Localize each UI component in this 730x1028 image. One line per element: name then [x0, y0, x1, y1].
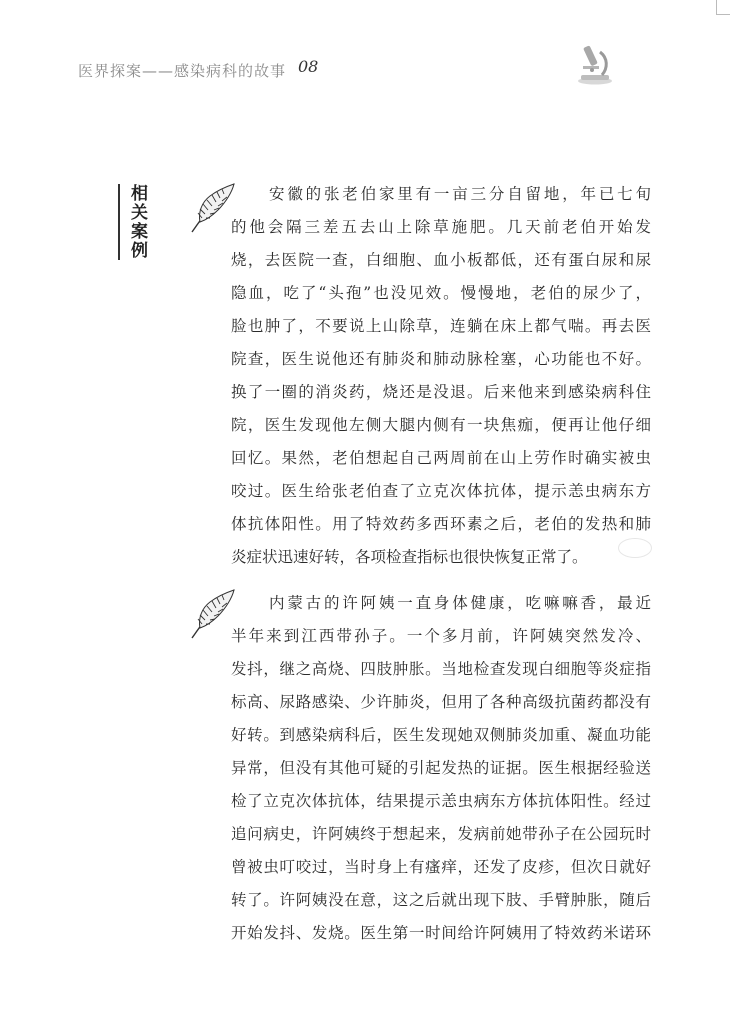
text-line: 发抖，继之高烧、四肢肿胀。当地检查发现白细胞等炎症指 — [231, 660, 651, 678]
case-paragraph-1 — [231, 178, 651, 574]
series-title: 医界探案——感染病科的故事 — [78, 62, 287, 80]
text-line: 半年来到江西带孙子。一个多月前，许阿姨突然发冷、 — [231, 627, 651, 645]
text-line: 的他会隔三差五去山上除草施肥。几天前老伯开始发 — [231, 218, 651, 236]
text-line: 异常，但没有其他可疑的引起发热的证据。医生根据经验送 — [231, 759, 651, 777]
text-line: 体抗体阳性。用了特效药多西环素之后，老伯的发热和肺 — [231, 515, 651, 533]
text-line: 内蒙古的许阿姨一直身体健康，吃嘛嘛香，最近 — [269, 594, 651, 612]
text-line: 检了立克次体抗体，结果提示恙虫病东方体抗体阳性。经过 — [231, 792, 651, 810]
text-line: 院查，医生说他还有肺炎和肺动脉栓塞，心功能也不好。 — [231, 350, 651, 368]
section-label: 相关案例 — [118, 184, 147, 260]
text-line: 炎症状迅速好转，各项检查指标也很快恢复正常了。 — [231, 548, 588, 566]
text-line: 脸也肿了，不要说上山除草，连躺在床上都气喘。再去医 — [231, 317, 651, 335]
case-paragraph-2 — [231, 587, 651, 950]
text-line: 转了。许阿姨没在意，这之后就出现下肢、手臂肿胀，随后 — [231, 891, 651, 909]
text-line: 换了一圈的消炎药，烧还是没退。后来他来到感染病科住 — [231, 383, 651, 401]
text-line: 标高、尿路感染、少许肺炎，但用了各种高级抗菌药都没有 — [231, 693, 651, 711]
text-line: 开始发抖、发烧。医生第一时间给许阿姨用了特效药米诺环 — [231, 924, 651, 942]
text-line: 烧，去医院一查，白细胞、血小板都低，还有蛋白尿和尿 — [231, 251, 651, 269]
microscope-icon — [572, 40, 618, 86]
text-line: 安徽的张老伯家里有一亩三分自留地，年已七旬 — [269, 185, 651, 203]
page-number: 08 — [298, 57, 319, 76]
page-corner-mark — [716, 0, 730, 15]
text-line: 曾被虫叮咬过，当时身上有瘙痒，还发了皮疹，但次日就好 — [231, 858, 651, 876]
text-line: 好转。到感染病科后，医生发现她双侧肺炎加重、凝血功能 — [231, 726, 651, 744]
text-line: 院，医生发现他左侧大腿内侧有一块焦痂，便再让他仔细 — [231, 416, 651, 434]
faint-stamp-mark — [618, 538, 652, 558]
text-line: 追问病史，许阿姨终于想起来，发病前她带孙子在公园玩时 — [231, 825, 651, 843]
text-line: 咬过。医生给张老伯查了立克次体抗体，提示恙虫病东方 — [231, 482, 651, 500]
text-line: 回忆。果然，老伯想起自己两周前在山上劳作时确实被虫 — [231, 449, 651, 467]
text-line: 隐血，吃了“头孢”也没见效。慢慢地，老伯的尿少了， — [231, 284, 651, 302]
